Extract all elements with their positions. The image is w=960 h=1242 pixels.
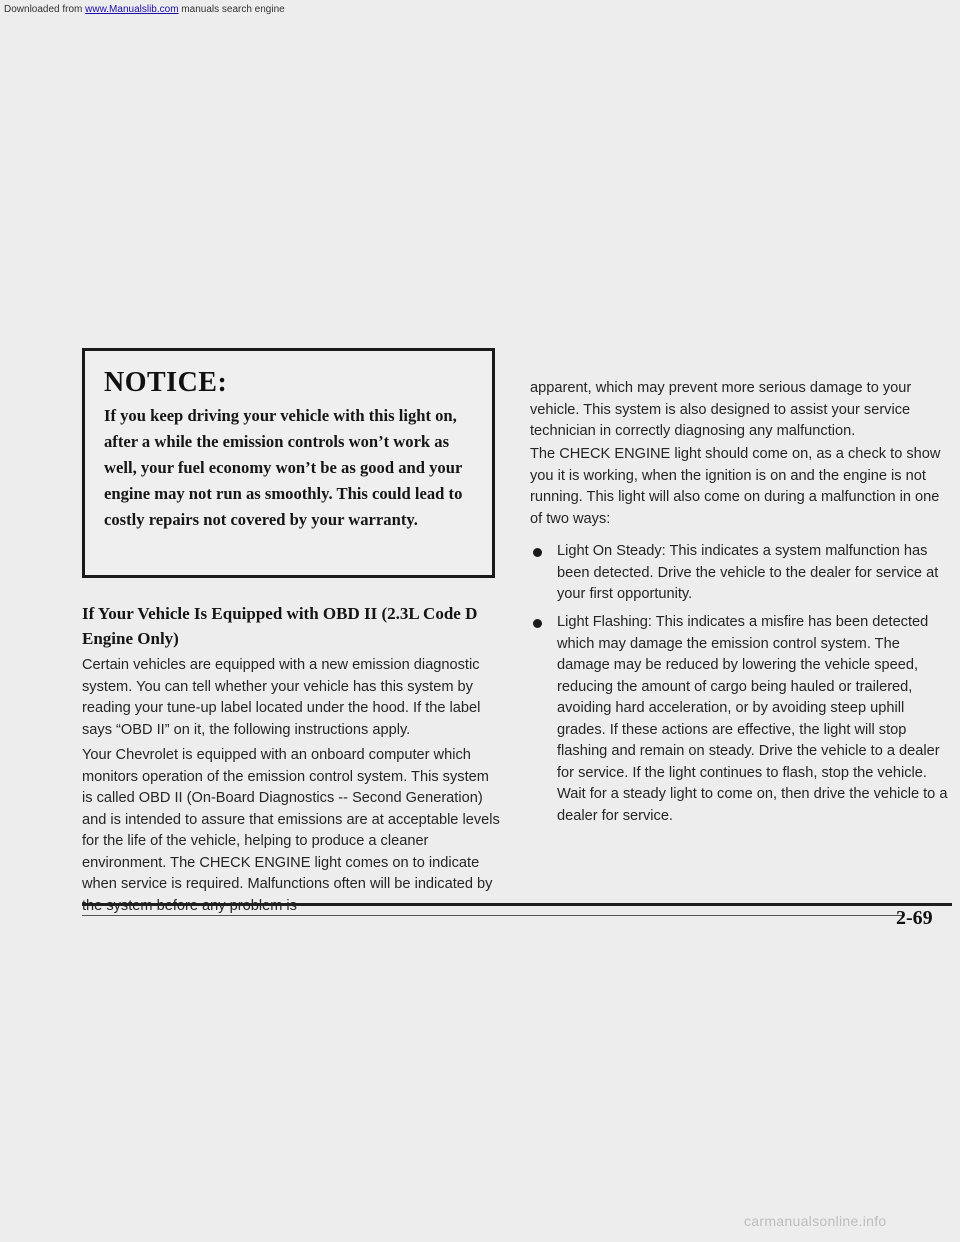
bullet-light-steady: Light On Steady: This indicates a system malfunction has been detected. Drive the vehicle to the dealer for service at your first opportunity.: [557, 543, 939, 602]
footer-rule-thin: [82, 915, 902, 916]
paragraph-apparent: apparent, which may prevent more serious damage to your vehicle. This system is also designed to assist your service technician in correctly diagnosing any malfunction.: [530, 380, 912, 439]
notice-text: If you keep driving your vehicle with this light on, after a while the emission controls won’t work as well, your fuel economy won’t be as good and your engine may not run as smoothly. This could lead to costly repairs not covered by your warranty.: [104, 406, 463, 529]
watermark: carmanualsonline.info: [744, 1213, 887, 1229]
notice-box: [82, 348, 495, 578]
bullet-dot-icon: [533, 619, 542, 628]
paragraph-onboard-computer: Your Chevrolet is equipped with an onboard computer which monitors operation of the emission control system. This system is called OBD II (On-Board Diagnostics -- Second Generation) and is intended to assure that emissions are at acceptable levels for the life of the vehicle, helping to produce a cleaner environment. The CHECK ENGINE light comes on to indicate when service is required. Malfunctions often will be indicated by: [82, 747, 500, 892]
paragraph-check-engine: The CHECK ENGINE light should come on, as a check to show you it is working, when the ignition is on and the engine is not running. This light will also come on during a malfunction in one of two ways:: [530, 446, 941, 527]
bullet-dot-icon: [533, 548, 542, 557]
section-heading: If Your Vehicle Is Equipped with OBD II (2.3L Code D Engine Only): [82, 604, 478, 648]
download-banner: [0, 0, 960, 20]
footer-rule: [82, 903, 952, 906]
notice-title: NOTICE:: [104, 367, 228, 398]
page-number: 2-69: [896, 907, 933, 929]
paragraph-obd-intro: Certain vehicles are equipped with a new emission diagnostic system. You can tell whether your vehicle has this system by reading your tune-up label located under the hood. If the label says “OBD II” on it, the following instructions apply.: [82, 657, 481, 738]
manualslib-link[interactable]: www.Manualslib.com: [85, 4, 179, 15]
banner-prefix: Downloaded from: [4, 4, 83, 15]
banner-suffix: manuals search engine: [178, 4, 285, 15]
bullet-light-flashing: Light Flashing: This indicates a misfire has been detected which may damage the emission control system. The damage may be reduced by lowering the vehicle speed, reducing the amount of cargo being hauled or trailered, avoiding hard acceleration, or by avoiding steep uphill grades. If these actions are effective, the light will stop flashing and remain on steady. Drive the vehicle to a dealer for service. If the light continues to flash, stop the vehicle. Wait for a steady light to come on, then drive the vehicle to a dealer for service.: [557, 614, 948, 824]
